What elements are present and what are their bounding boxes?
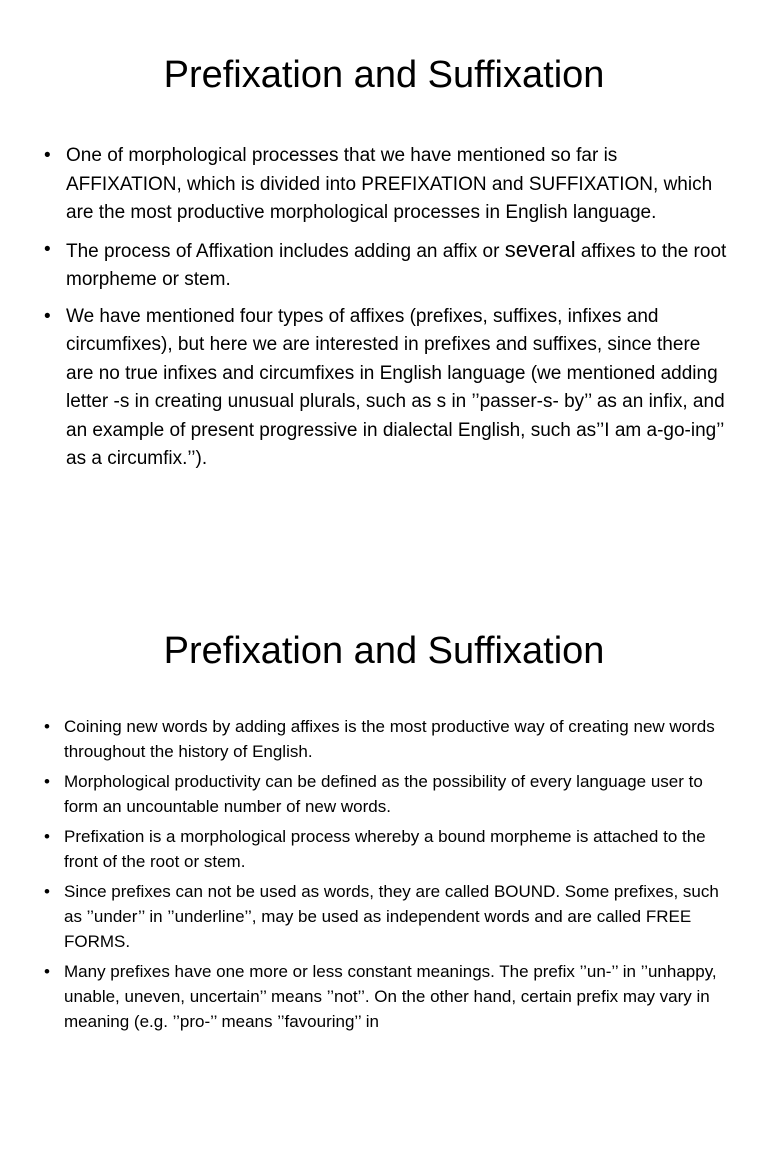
bullet-text: Since prefixes can not be used as words, they are called BOUND. Some prefixes, such as ’’under’’ in ’’underline’’, may be used as independent words and are called FREE FORMS. xyxy=(64,882,719,951)
slide-2 xyxy=(0,576,768,1152)
bullet-icon: • xyxy=(44,238,51,260)
bullet-icon: • xyxy=(44,305,51,327)
bullet-icon: • xyxy=(44,772,50,791)
bullet-text-start: The process of Affixation includes adding an affix or xyxy=(66,240,505,262)
bullet-icon: • xyxy=(44,827,50,846)
emphasized-word: several xyxy=(504,236,576,262)
bullet-item xyxy=(40,236,730,295)
bullet-icon: • xyxy=(44,962,50,981)
slide-title: Prefixation and Suffixation xyxy=(163,54,605,96)
bullet-text: We have mentioned four types of affixes (prefixes, suffixes, infixes and circumfixes), but here we are interested in prefixes and suffixes, since there are no true infixes and circumfixes in English language (we mentioned adding letter -s in creating unusual plurals, such as s in ’’passer-s- by’’ as an infix, and an example of present progressive in dialectal English, such as’’I am a-go-ing’’ as a circumfix.’’). xyxy=(66,305,725,469)
bullet-list xyxy=(40,142,730,482)
bullet-item xyxy=(40,303,730,474)
bullet-text: One of morphological processes that we have mentioned so far is AFFIXATION, which is divided into PREFIXATION and SUFFIXATION, which are the most productive morphological processes in English language. xyxy=(66,145,713,223)
bullet-icon: • xyxy=(44,882,50,901)
bullet-item xyxy=(40,824,740,874)
bullet-item xyxy=(40,769,740,819)
bullet-item xyxy=(40,879,740,954)
bullet-text: Morphological productivity can be defined as the possibility of every language user to form an uncountable number of new words. xyxy=(64,772,703,816)
bullet-item xyxy=(40,959,740,1034)
bullet-list xyxy=(40,714,740,1039)
bullet-text: Coining new words by adding affixes is the most productive way of creating new words throughout the history of English. xyxy=(64,717,715,761)
bullet-icon: • xyxy=(44,145,51,166)
bullet-text-end: affixes to the root morpheme or stem. xyxy=(66,240,727,290)
bullet-icon: • xyxy=(44,717,50,736)
bullet-text: Many prefixes have one more or less constant meanings. The prefix ’’un-’’ in ’’unhappy, unable, uneven, uncertain’’ means ’’not’’. On the other hand, certain prefix may vary in meaning (e.g. ’’pro-’’ means ’’favouring’’ in xyxy=(64,962,717,1031)
slide-title: Prefixation and Suffixation xyxy=(163,630,605,672)
bullet-text: Prefixation is a morphological process whereby a bound morpheme is attached to the front of the root or stem. xyxy=(64,827,706,871)
bullet-item xyxy=(40,714,740,764)
bullet-item xyxy=(40,142,730,228)
